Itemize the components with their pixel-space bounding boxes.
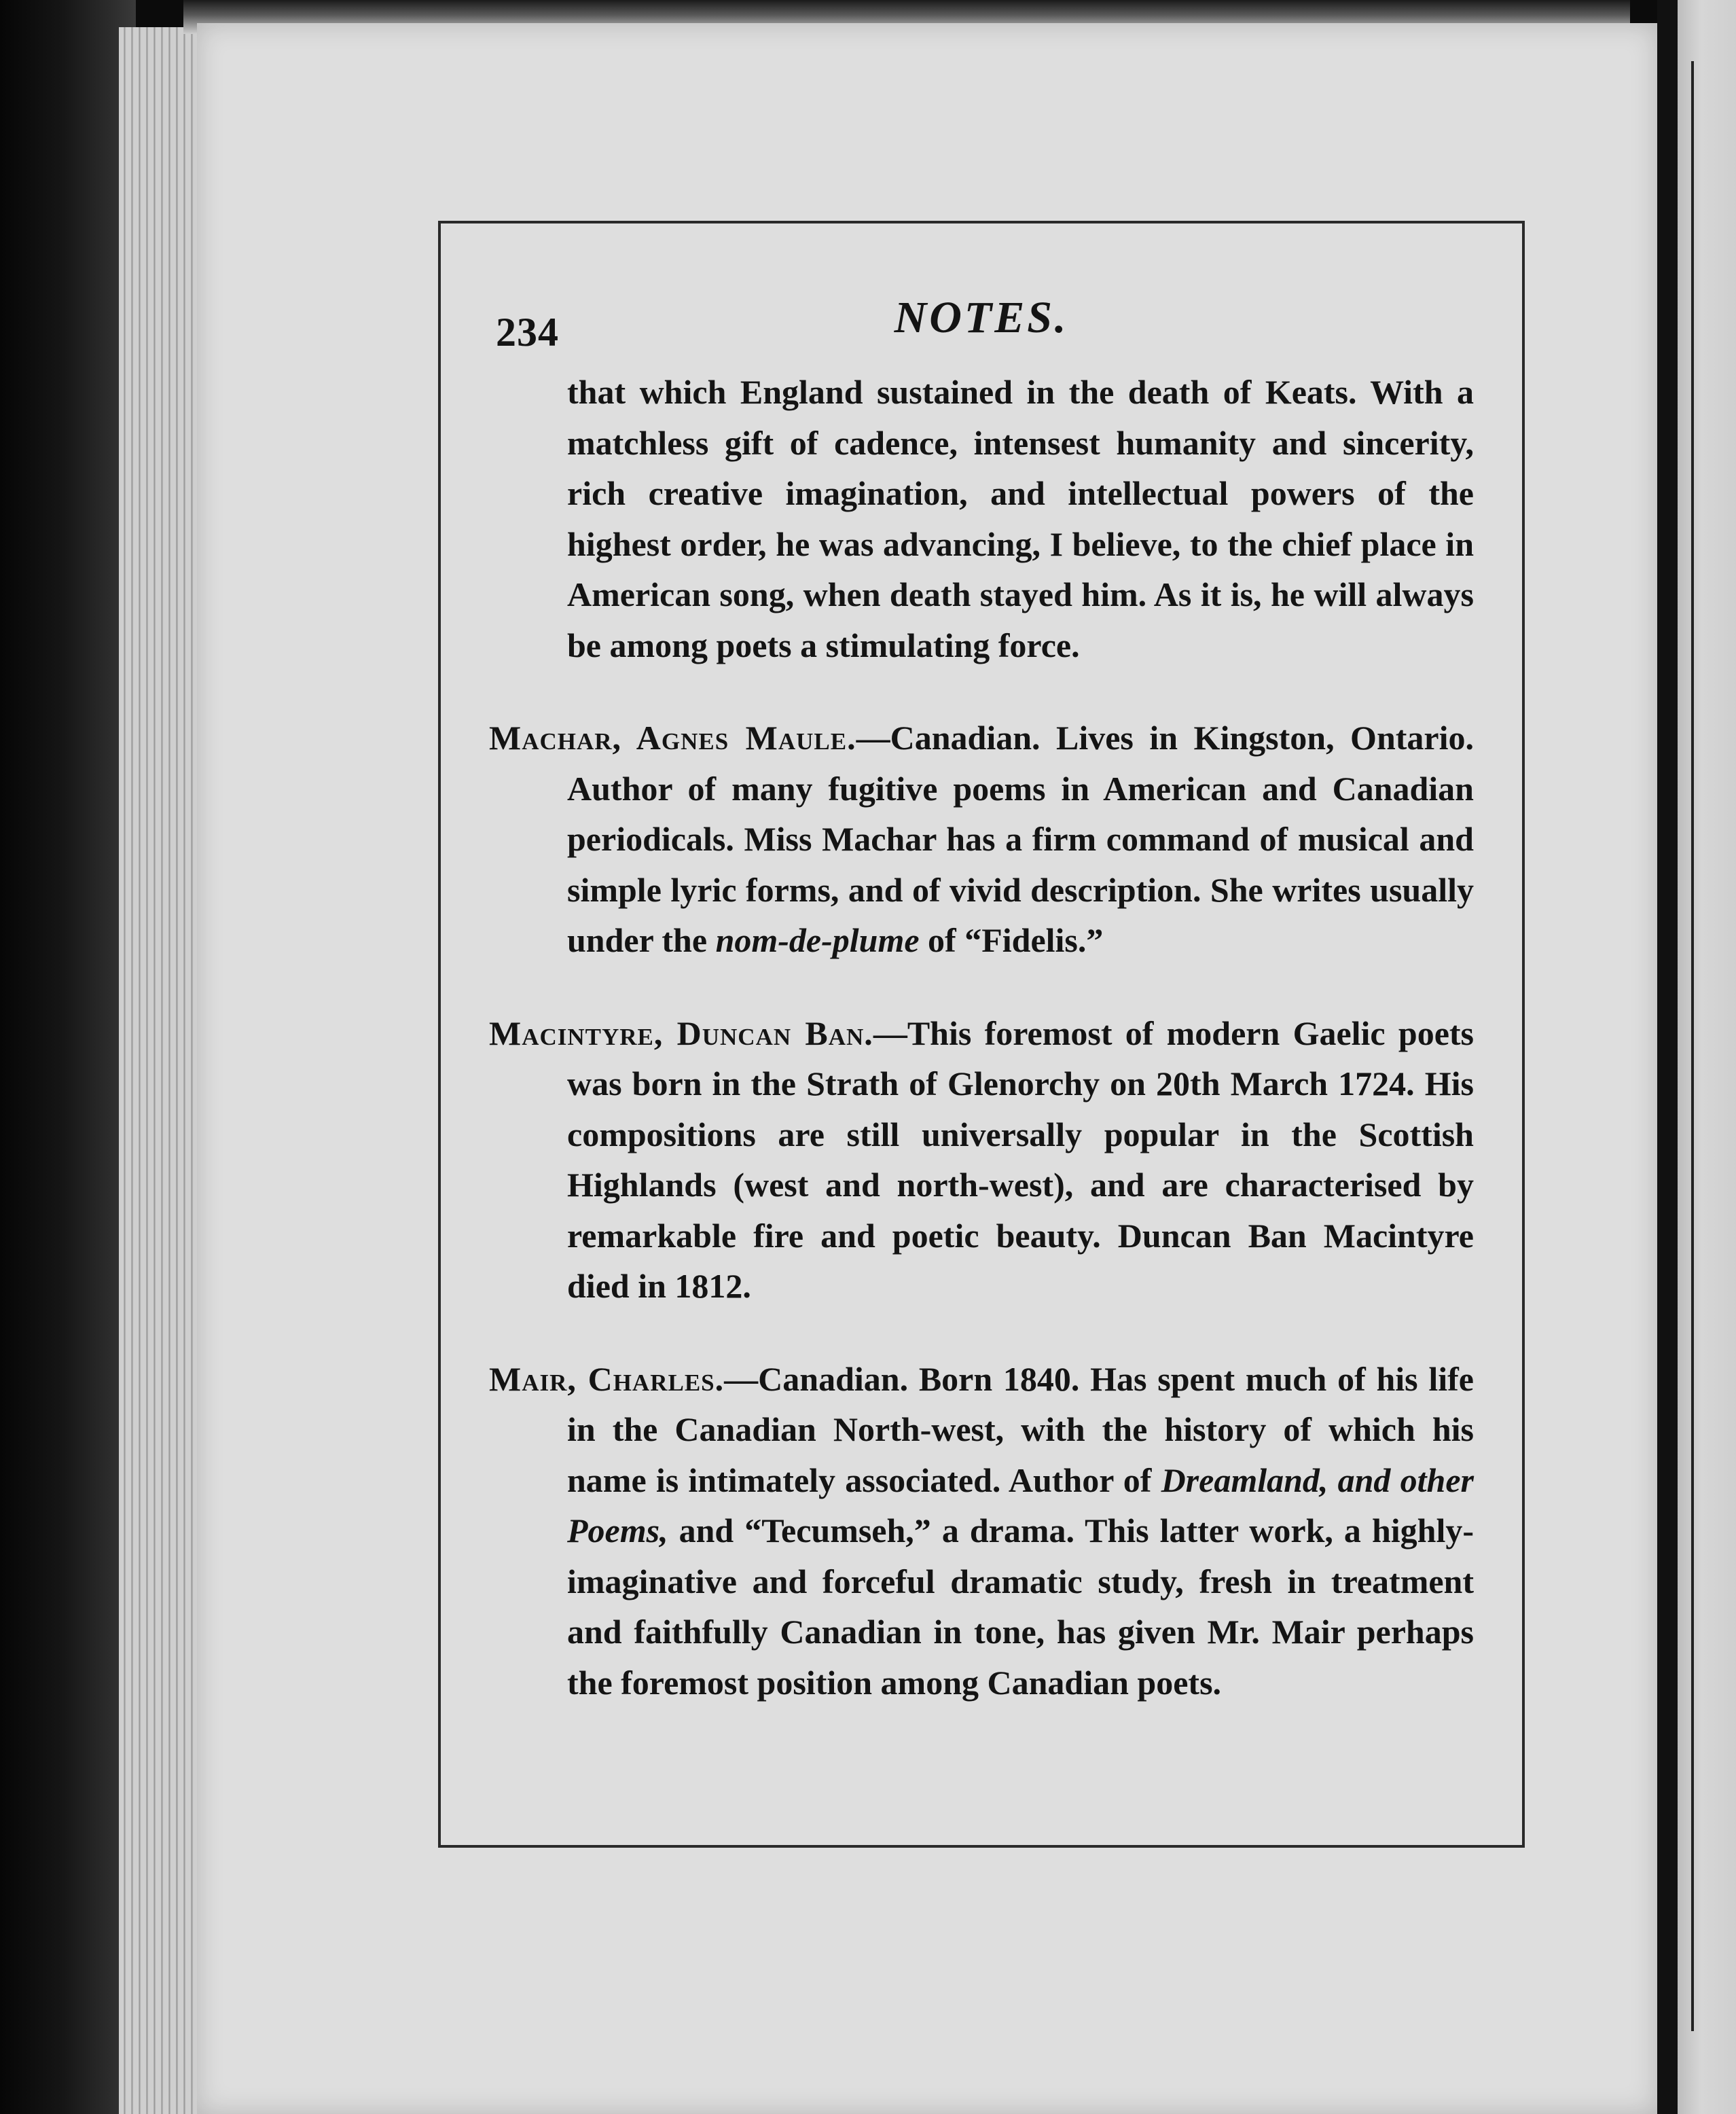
running-head: NOTES. [894, 293, 1069, 342]
facing-page-frame-line [1691, 61, 1694, 2031]
entry-headword: Mair, Charles. [489, 1359, 725, 1398]
page-content [489, 292, 1474, 1708]
entry-headword: Macintyre, Duncan Ban. [489, 1014, 873, 1052]
continued-paragraph: that which England sustained in the death of Keats. With a matchless gift of cadence, intensest humanity and sincerity, rich creative imagination, and intellectual powers of the highest order, he was advancing, I believe, to the chief place in American song, when death stayed him. As it is, he will always be among poets a stimulating force. [567, 373, 1474, 664]
entry-text-continued: and “Tecumseh,” a drama. This latter work, a highly-imaginative and forceful dramatic study, fresh in treatment and faithfully Canadian in tone, has given Mr. Mair perhaps the foremost position among Canadian poets. [567, 1511, 1474, 1702]
book-gutter [1657, 0, 1678, 2114]
entry-macintyre [489, 1008, 1474, 1312]
page-header [489, 292, 1474, 367]
entry-text: —Canadian. Lives in Kingston, Ontario. Author of many fugitive poems in American and Canadian periodicals. Miss Machar has a firm command of musical and simple lyric forms, and of vivid description. She writes usually under the [567, 719, 1474, 959]
entry-text: —Canadian. Born 1840. Has spent much of his life in the Canadian North-west, with the history of which his name is intimately associated. Author of [567, 1359, 1475, 1499]
entry-italic-text: Dreamland, and other Poems, [567, 1461, 1474, 1549]
book-binding [0, 0, 136, 2114]
facing-page-edge [1678, 0, 1736, 2114]
entry-text-continued: of “Fidelis.” [919, 921, 1104, 959]
entry-headword: Machar, Agnes Maule. [489, 719, 856, 757]
entry-italic-text: nom-de-plume [715, 921, 920, 959]
entry-machar [489, 713, 1474, 966]
entry-mair [489, 1354, 1474, 1708]
entry-text: —This foremost of modern Gaelic poets was born in the Strath of Glenorchy on 20th March 1724. His compositions are still universally popular in the Scottish Highlands (west and north-west), and are characterised by remarkable fire and poetic beauty. Duncan Ban Macintyre died in 1812. [567, 1014, 1474, 1305]
page-number: 234 [496, 310, 559, 355]
